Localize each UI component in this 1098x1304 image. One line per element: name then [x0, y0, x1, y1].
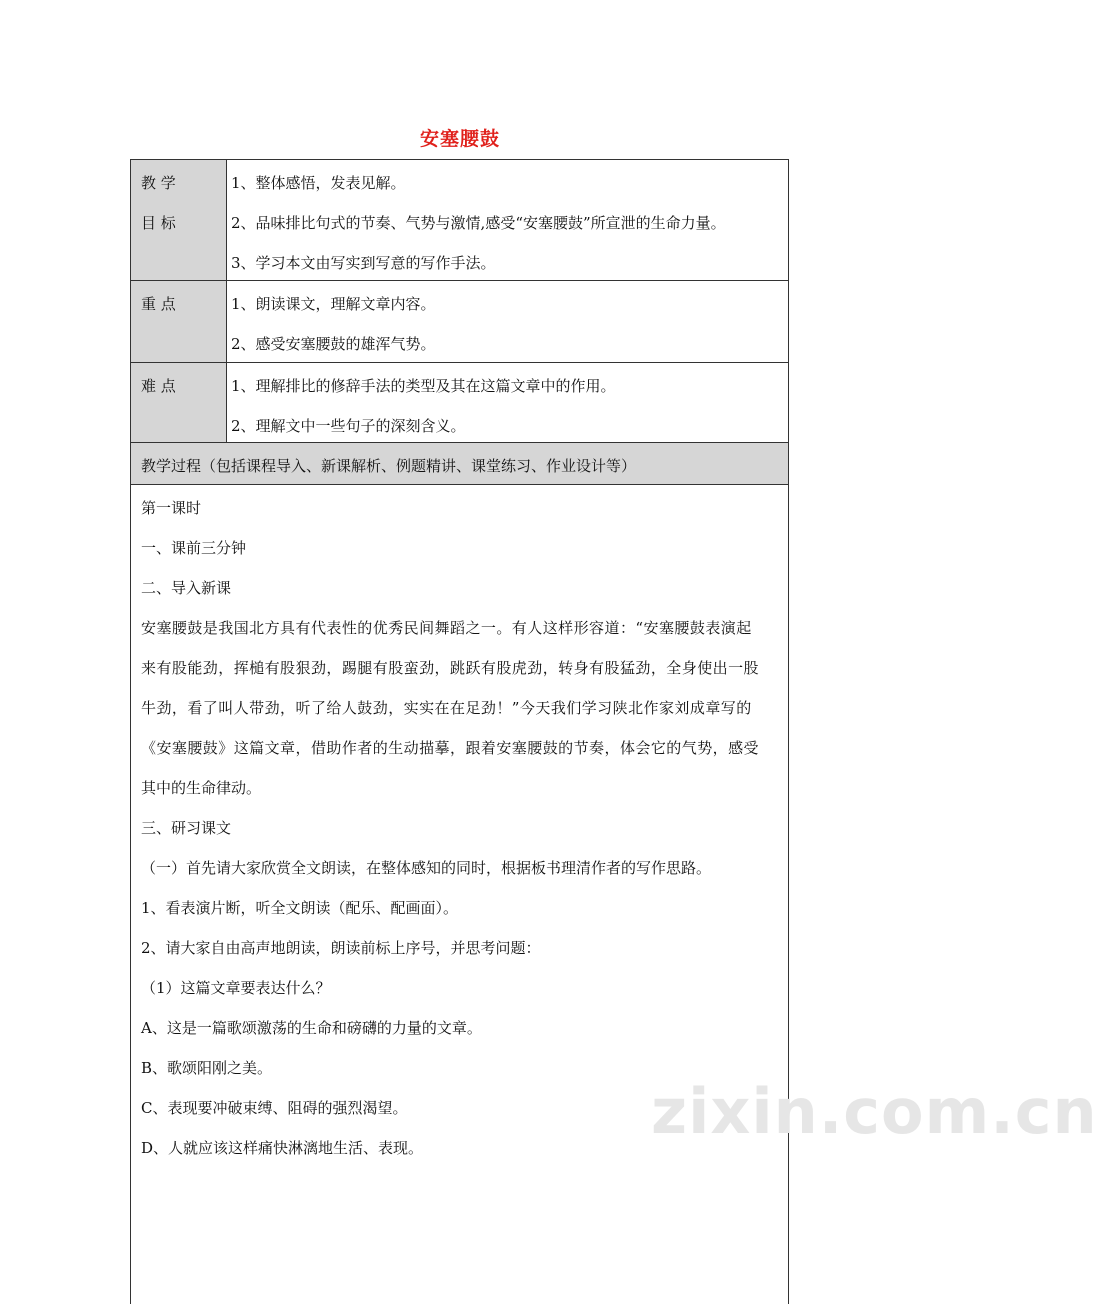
objectives-label-line-1: 教 学: [141, 174, 176, 192]
watermark: zixin.com.cn: [651, 1075, 1098, 1148]
body-line: A、这是一篇歌颂激荡的生命和磅礴的力量的文章。: [141, 1019, 482, 1037]
key-point-item: 1、朗读课文，理解文章内容。: [231, 295, 436, 313]
key-points-label: 重 点: [141, 295, 176, 313]
objective-item: 2、品味排比句式的节奏、气势与激情,感受“安塞腰鼓”所宣泄的生命力量。: [231, 214, 726, 232]
body-line: 一、课前三分钟: [141, 539, 247, 557]
objective-item: 3、学习本文由写实到写意的写作手法。: [231, 254, 496, 272]
objective-item: 1、整体感悟，发表见解。: [231, 174, 406, 192]
body-line: 安塞腰鼓是我国北方具有代表性的优秀民间舞蹈之一。有人这样形容道：“安塞腰鼓表演起: [141, 619, 752, 637]
difficulties-row: [130, 362, 789, 442]
body-line: 二、导入新课: [141, 579, 232, 597]
process-body-row: [130, 484, 1098, 1304]
key-point-item: 2、感受安塞腰鼓的雄浑气势。: [231, 335, 436, 353]
objectives-label-line-2: 目 标: [141, 214, 176, 232]
lesson-plan-table: [130, 159, 1098, 1304]
body-line: B、歌颂阳刚之美。: [141, 1059, 273, 1077]
process-header: 教学过程（包括课程导入、新课解析、例题精讲、课堂练习、作业设计等）: [141, 457, 637, 475]
process-header-row: [130, 442, 789, 484]
document-title: 安塞腰鼓: [419, 128, 500, 150]
body-line: 2、请大家自由高声地朗读，朗读前标上序号，并思考问题：: [141, 939, 541, 957]
body-line: （1）这篇文章要表达什么？: [141, 979, 331, 997]
body-line: 《安塞腰鼓》这篇文章，借助作者的生动描摹，跟着安塞腰鼓的节奏，体会它的气势，感受: [141, 739, 760, 757]
objectives-label-cell: [131, 160, 227, 280]
body-line: 来有股能劲，挥槌有股狠劲，踢腿有股蛮劲，跳跃有股虎劲，转身有股猛劲，全身使出一股: [141, 659, 760, 677]
key-points-label-cell: [131, 281, 227, 362]
difficulty-item: 2、理解文中一些句子的深刻含义。: [231, 417, 466, 435]
body-line: 其中的生命律动。: [141, 779, 262, 797]
key-points-row: [130, 280, 789, 362]
difficulties-label: 难 点: [141, 377, 176, 395]
body-line: 1、看表演片断，听全文朗读（配乐、配画面）。: [141, 899, 459, 917]
difficulty-item: 1、理解排比的修辞手法的类型及其在这篇文章中的作用。: [231, 377, 616, 395]
body-line: （一）首先请大家欣赏全文朗读，在整体感知的同时，根据板书理清作者的写作思路。: [141, 859, 712, 877]
body-line: D、人就应该这样痛快淋漓地生活、表现。: [141, 1139, 424, 1157]
body-line: 第一课时: [141, 499, 202, 517]
body-line: C、表现要冲破束缚、阻碍的强烈渴望。: [141, 1099, 408, 1117]
body-line: 三、研习课文: [141, 819, 232, 837]
body-line: 牛劲，看了叫人带劲，听了给人鼓劲，实实在在足劲！”今天我们学习陕北作家刘成章写的: [141, 699, 752, 717]
objectives-row: [130, 159, 789, 280]
difficulties-label-cell: [131, 363, 227, 442]
